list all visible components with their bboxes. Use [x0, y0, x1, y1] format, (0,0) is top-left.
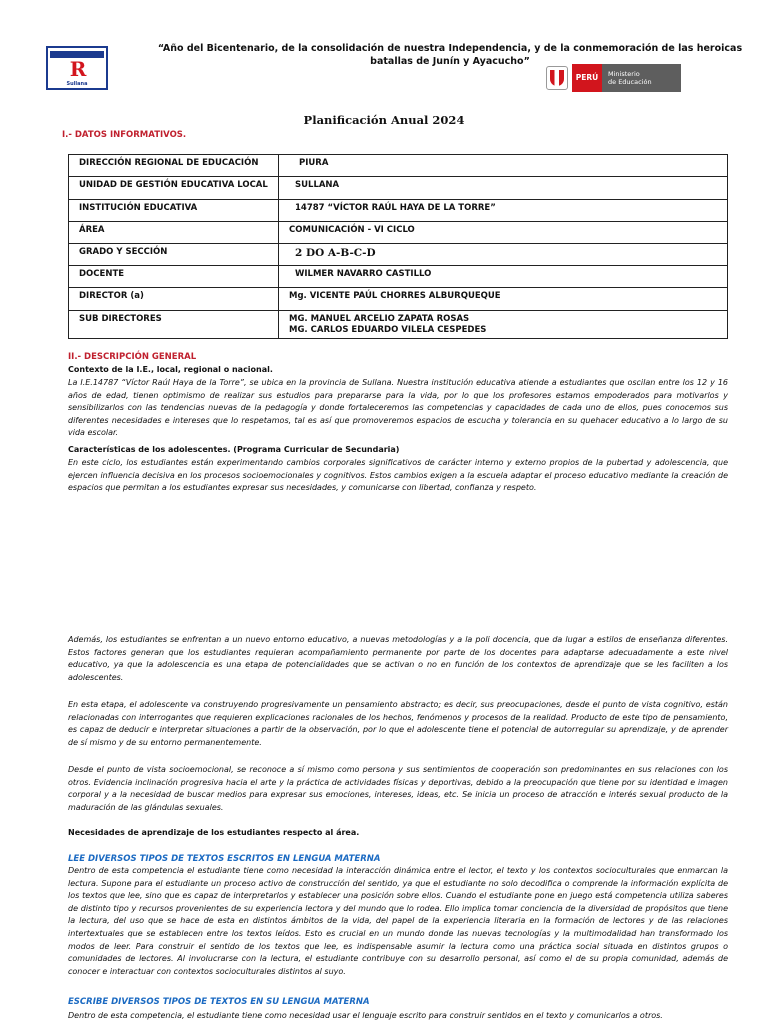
row-value [279, 244, 728, 266]
table-row [69, 200, 728, 222]
ministry-label [602, 64, 681, 92]
competence-read-text: Dentro de esta competencia el estudiante tiene como necesidad la interacción dinámica entre el lector, el texto y los contextos socioculturales que enmarcan la lectura. Supone para el estudiante un proceso activo de construcción del sentido, ya que el estudiante no solo decodifica o comprende la información explícita de los textos que lee, sino que es capaz de interpretarlos y establecer una posición sobre ellos. Cuando el estudiante pone en juego está competencia utiliza saberes de distinto tipo y recursos provenientes de su experiencia lectora y del mundo que lo rodea. Ello implica tomar conciencia de la diversidad de propósitos que tiene la lectura, del uso que se hace de esta en distintos ámbitos de la vida, del papel de la experiencia literaria en la formación de lectores y de las relaciones intertextuales que se establecen entre los textos leídos. Esto es crucial en un mundo donde las nuevas tecnologías y la multimodalidad han transformado los modos de leer. Para construir el sentido de los textos que lee, es indispensable asumir la lectura como una práctica social situada en distintos grupos o comunidades de lectores. Al involucrarse con la lectura, el estudiante contribuye con su desarrollo personal, así como el de su propia comunidad, además de conocer e interactuar con contextos socioculturales distintos al suyo. [68, 866, 728, 976]
paragraph-socioemotional: Desde el punto de vista socioemocional, se reconoce a sí mismo como persona y sus sentimientos de cooperación son predominantes en sus relaciones con los otros. Evidencia inclinación progresiva hacia el arte y la práctica de actividades físicas y deportivas, debido a la preocupación que tiene por su identidad e imagen corporal y a la necesidad de buscar medios para expresar sus emociones, intereses, ideas, etc. Se inicia un proceso de atracción e interés sexual producto de la maduración de las glándulas sexuales. [68, 765, 728, 812]
row-label: UNIDAD DE GESTIÓN EDUCATIVA LOCAL [69, 177, 279, 200]
row-label: SUB DIRECTORES [69, 311, 279, 339]
competence-write-title: ESCRIBE DIVERSOS TIPOS DE TEXTOS EN SU LENGUA MATERNA [68, 997, 370, 1007]
competence-write-text: Dentro de esta competencia, el estudiante tiene como necesidad usar el lenguaje escrito para construir sentidos en el texto y comunicarlos a otros. [68, 1011, 663, 1020]
school-logo [46, 46, 108, 90]
paragraph-environment: Además, los estudiantes se enfrentan a un nuevo entorno educativo, a nuevas metodologías y a la poli docencia, que da lugar a estilos de enseñanza diferentes. Estos factores generan que los estudiantes requieran acompañamiento permanente por parte de los docentes para adaptarse adecuadamente a este nivel educativo, ya que la adolescencia es una etapa de potencialidades que se activan o no en función de los contextos de aprendizaje que se les faciliten a los adolescentes. [68, 635, 728, 682]
coat-of-arms-icon [546, 66, 568, 90]
ministry-logo [546, 64, 681, 92]
grade-value: 2 DO A-B-C-D [295, 247, 376, 259]
section-heading-informative: I.- DATOS INFORMATIVOS. [62, 130, 187, 140]
logo-letters: R [69, 57, 85, 81]
motto-line-1: “Año del Bicentenario, de la consolidación de nuestra Independencia, y de la conmemoración de las heroicas [157, 43, 743, 54]
row-label: DIRECTOR (a) [69, 288, 279, 311]
traits-heading: Características de los adolescentes. (Programa Curricular de Secundaria) [68, 445, 400, 454]
context-paragraph: La I.E.14787 “Víctor Raúl Haya de la Torre”, se ubica en la provincia de Sullana. Nuestra institución educativa atiende a estudiantes que oscilan entre los 12 y 16 años de edad, tienen optimismo de realizar sus estudios para prepararse para la vida, por lo que los profesores estamos empoderados para motivarlos y sensibilizarlos con las tendencias nuevas de la pedagogía y donde fortaleceremos las competencias y capacidades de cada uno de ellos, pues conocemos sus diferentes necesidades e intereses que lo respetamos, tal es así que promoveremos espacios de escucha y tolerancia en su quehacer educativo a lo largo de su vida escolar. [68, 378, 728, 438]
table-row [69, 222, 728, 244]
table-row [69, 311, 728, 339]
table-row [69, 155, 728, 177]
row-value: 14787 “VÍCTOR RAÚL HAYA DE LA TORRE” [279, 200, 728, 222]
context-heading: Contexto de la I.E., local, regional o nacional. [68, 365, 273, 374]
document-title: Planificación Anual 2024 [303, 113, 465, 127]
table-row [69, 244, 728, 266]
subdirector-2: MG. CARLOS EDUARDO VILELA CESPEDES [289, 325, 487, 335]
row-label: INSTITUCIÓN EDUCATIVA [69, 200, 279, 222]
info-table [68, 154, 728, 339]
ministry-line-1: Ministerio [608, 70, 640, 78]
row-value: PIURA [279, 155, 728, 177]
table-row [69, 288, 728, 311]
paragraph-cognitive: En esta etapa, el adolescente va construyendo progresivamente un pensamiento abstracto; es decir, sus preocupaciones, desde el punto de vista cognitivo, están relacionadas con interrogantes que requieren explicaciones racionales de los hechos, fenómenos y procesos de la realidad. Producto de este tipo de pensamiento, es capaz de deducir e interpretar situaciones a partir de la observación, por lo que el adolescente tiene el potencial de autorregular su aprendizaje, y de aprender de sí mismo y de su entorno permanentemente. [68, 700, 728, 747]
motto-line-2: batallas de Junín y Ayacucho” [370, 56, 530, 67]
section-heading-description: II.- DESCRIPCIÓN GENERAL [68, 352, 197, 362]
row-label: DIRECCIÓN REGIONAL DE EDUCACIÓN [69, 155, 279, 177]
row-value: WILMER NAVARRO CASTILLO [279, 266, 728, 288]
row-value: SULLANA [279, 177, 728, 200]
table-row [69, 266, 728, 288]
row-value: Mg. VICENTE PAÚL CHORRES ALBURQUEQUE [279, 288, 728, 311]
row-label: DOCENTE [69, 266, 279, 288]
logo-label: Sullana [66, 81, 88, 87]
peru-label: PERÚ [572, 64, 602, 92]
traits-paragraph: En este ciclo, los estudiantes están experimentando cambios corporales significativos de carácter interno y externo propios de la pubertad y adolescencia, que ejercen influencia decisiva en los procesos socioemocionales y cognitivos. Estos cambios exigen a la escuela adaptar el proceso educativo mediante la creación de espacios que permitan a los estudiantes expresar sus necesidades, y comunicarse con libertad, confianza y respeto. [68, 458, 728, 493]
row-value: COMUNICACIÓN - VI CICLO [279, 222, 728, 244]
row-value [279, 311, 728, 339]
table-row [69, 177, 728, 200]
subdirector-1: MG. MANUEL ARCELIO ZAPATA ROSAS [289, 314, 470, 324]
needs-heading: Necesidades de aprendizaje de los estudiantes respecto al área. [68, 828, 360, 837]
ministry-line-2: de Educación [608, 78, 652, 86]
row-label: GRADO Y SECCIÓN [69, 244, 279, 266]
competence-read-title: LEE DIVERSOS TIPOS DE TEXTOS ESCRITOS EN LENGUA MATERNA [68, 854, 381, 864]
row-label: ÁREA [69, 222, 279, 244]
